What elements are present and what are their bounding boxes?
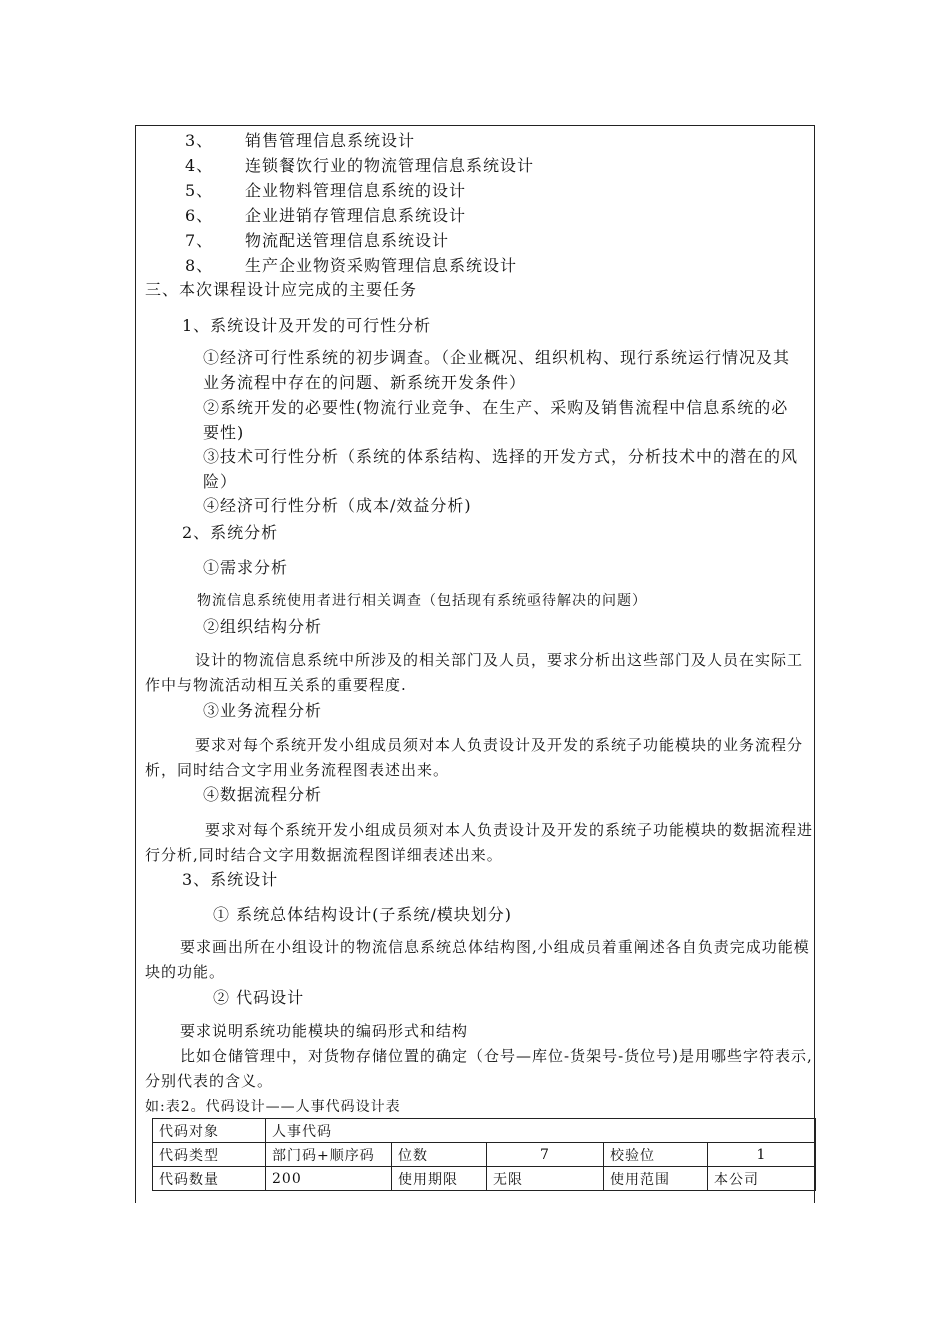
item-heading: ③业务流程分析 (203, 701, 323, 720)
paragraph: 要求对每个系统开发小组成员须对本人负责设计及开发的系统子功能模块的数据流程进行分析,同时结合文字用数据流程图详细表述出来。 (145, 821, 814, 864)
table-row (153, 1167, 816, 1191)
code-design-table (152, 1118, 816, 1191)
table-cell: 位数 (392, 1143, 487, 1167)
item-heading: ①需求分析 (203, 558, 289, 577)
table-cell: 7 (487, 1143, 604, 1167)
topic-text: 生产企业物资采购管理信息系统设计 (245, 256, 518, 275)
paragraph: 物流信息系统使用者进行相关调查（包括现有系统亟待解决的问题） (197, 593, 647, 609)
table-cell: 校验位 (604, 1143, 708, 1167)
table-cell: 1 (708, 1143, 816, 1167)
table-row (153, 1143, 816, 1167)
topic-number: 3、 (185, 131, 214, 150)
topic-number: 8、 (185, 256, 214, 275)
table-row (153, 1119, 816, 1143)
topic-number: 7、 (185, 231, 214, 250)
paragraph: 要求画出所在小组设计的物流信息系统总体结构图,小组成员着重阐述各自负责完成功能模块的功能。 (145, 938, 810, 981)
topic-number: 5、 (185, 181, 214, 200)
subsection-heading: 3、系统设计 (182, 870, 279, 889)
paragraph: ③技术可行性分析（系统的体系结构、选择的开发方式，分析技术中的潜在的风险） (203, 447, 799, 491)
topic-text: 销售管理信息系统设计 (245, 131, 416, 150)
paragraph: 要求说明系统功能模块的编码形式和结构 (180, 1022, 469, 1040)
paragraph: 比如仓储管理中，对货物存储位置的确定（仓号—库位-货架号-货位号)是用哪些字符表示,分别代表的含义。 (145, 1047, 813, 1090)
table-cell: 200 (266, 1167, 392, 1191)
item-heading: ② 代码设计 (213, 988, 305, 1007)
topic-text: 企业进销存管理信息系统设计 (245, 206, 467, 225)
paragraph: ②系统开发的必要性(物流行业竞争、在生产、采购及销售流程中信息系统的必要性) (203, 398, 789, 442)
table-cell: 代码数量 (153, 1167, 266, 1191)
table-cell: 人事代码 (266, 1119, 816, 1143)
topic-text: 企业物料管理信息系统的设计 (245, 181, 467, 200)
paragraph: 设计的物流信息系统中所涉及的相关部门及人员，要求分析出这些部门及人员在实际工作中与物流活动相互关系的重要程度. (145, 651, 804, 694)
table-cell: 无限 (487, 1167, 604, 1191)
paragraph: ④经济可行性分析（成本/效益分析) (203, 496, 472, 515)
item-heading: ②组织结构分析 (203, 617, 323, 636)
table-caption: 如:表2。代码设计——人事代码设计表 (145, 1099, 401, 1115)
topic-text: 物流配送管理信息系统设计 (245, 231, 450, 250)
item-heading: ① 系统总体结构设计(子系统/模块划分) (213, 905, 512, 924)
paragraph: 要求对每个系统开发小组成员须对本人负责设计及开发的系统子功能模块的业务流程分析，同时结合文字用业务流程图表述出来。 (145, 736, 804, 779)
section-heading: 三、本次课程设计应完成的主要任务 (145, 280, 418, 299)
topic-number: 6、 (185, 206, 214, 225)
topic-number: 4、 (185, 156, 214, 175)
table-cell: 使用期限 (392, 1167, 487, 1191)
topic-text: 连锁餐饮行业的物流管理信息系统设计 (245, 156, 535, 175)
table-cell: 使用范围 (604, 1167, 708, 1191)
paragraph: ①经济可行性系统的初步调查。（企业概况、组织机构、现行系统运行情况及其业务流程中存在的问题、新系统开发条件） (203, 348, 791, 392)
item-heading: ④数据流程分析 (203, 785, 323, 804)
subsection-heading: 2、系统分析 (182, 523, 279, 542)
table-cell: 本公司 (708, 1167, 816, 1191)
table-cell: 代码对象 (153, 1119, 266, 1143)
subsection-heading: 1、系统设计及开发的可行性分析 (182, 316, 432, 335)
table-cell: 部门码+顺序码 (266, 1143, 392, 1167)
table-cell: 代码类型 (153, 1143, 266, 1167)
